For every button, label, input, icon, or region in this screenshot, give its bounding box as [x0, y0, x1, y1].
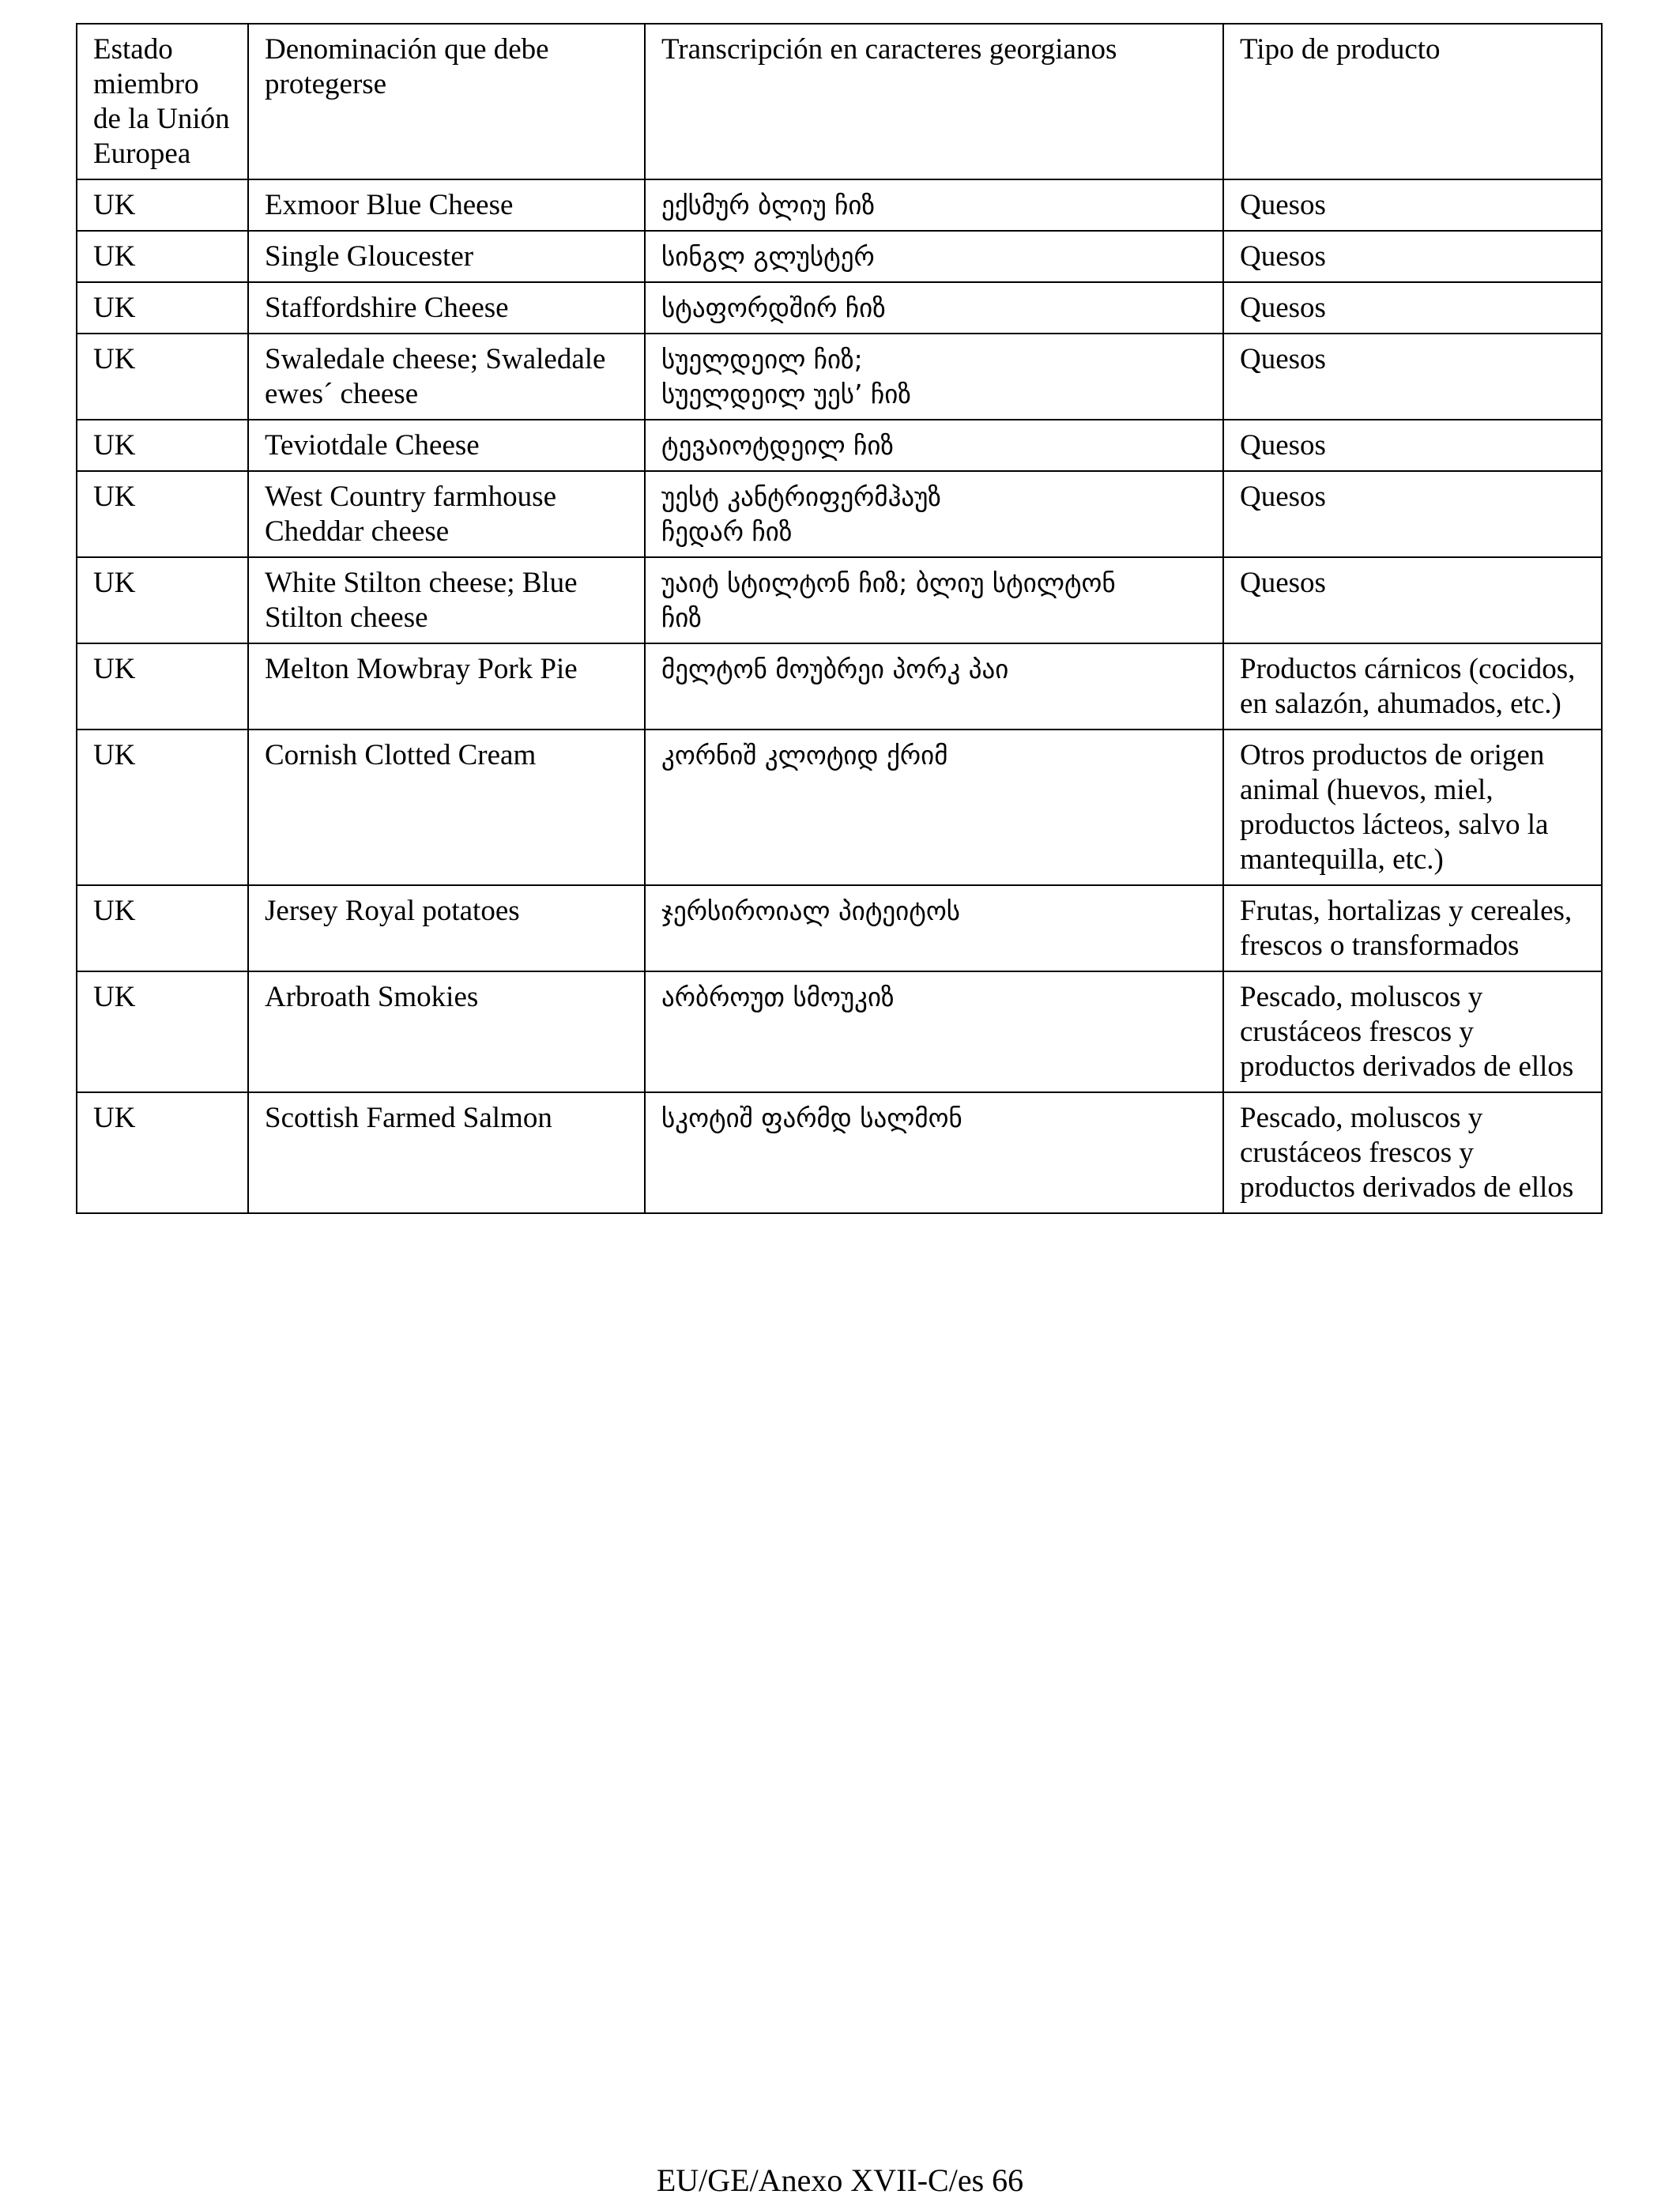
cell-product-type: Quesos — [1223, 282, 1602, 334]
gi-table — [76, 23, 1603, 1214]
cell-protected-name: Jersey Royal potatoes — [248, 885, 645, 971]
cell-protected-name: Scottish Farmed Salmon — [248, 1092, 645, 1213]
gi-table-body — [77, 24, 1602, 1213]
cell-georgian-transcription — [645, 282, 1223, 334]
georgian-line: ტევაიოტდეილ ჩიზ — [661, 430, 894, 461]
georgian-line: სტაფორდშირ ჩიზ — [661, 292, 886, 323]
cell-member-state: UK — [77, 643, 248, 730]
cell-protected-name: Melton Mowbray Pork Pie — [248, 643, 645, 730]
header-georgian-transcription: Transcripción en caracteres georgianos — [645, 24, 1223, 179]
table-row — [77, 885, 1602, 971]
cell-product-type: Otros productos de origen animal (huevos, miel, productos lácteos, salvo la mantequilla, etc.) — [1223, 730, 1602, 885]
cell-protected-name: West Country farmhouse Cheddar cheese — [248, 471, 645, 557]
georgian-line: სუელდეილ უეს’ ჩიზ — [661, 379, 911, 409]
cell-protected-name: White Stilton cheese; Blue Stilton cheese — [248, 557, 645, 643]
cell-protected-name: Arbroath Smokies — [248, 971, 645, 1092]
cell-member-state: UK — [77, 557, 248, 643]
cell-product-type: Quesos — [1223, 179, 1602, 231]
table-row — [77, 471, 1602, 557]
table-row — [77, 334, 1602, 420]
cell-member-state: UK — [77, 885, 248, 971]
table-row — [77, 730, 1602, 885]
cell-product-type: Pescado, moluscos y crustáceos frescos y productos derivados de ellos — [1223, 971, 1602, 1092]
table-row — [77, 282, 1602, 334]
cell-member-state: UK — [77, 231, 248, 282]
cell-georgian-transcription — [645, 179, 1223, 231]
georgian-line: სუელდეილ ჩიზ; — [661, 344, 863, 375]
georgian-line: არბროუთ სმოუკიზ — [661, 982, 895, 1012]
georgian-line: სკოტიშ ფარმდ სალმონ — [661, 1103, 962, 1133]
cell-georgian-transcription — [645, 730, 1223, 885]
georgian-line: მელტონ მოუბრეი პორკ პაი — [661, 654, 1009, 684]
cell-protected-name: Swaledale cheese; Swaledale ewes´ cheese — [248, 334, 645, 420]
cell-member-state: UK — [77, 420, 248, 471]
cell-protected-name: Teviotdale Cheese — [248, 420, 645, 471]
cell-member-state: UK — [77, 334, 248, 420]
cell-product-type: Frutas, hortalizas y cereales, frescos o transformados — [1223, 885, 1602, 971]
cell-protected-name: Cornish Clotted Cream — [248, 730, 645, 885]
table-header-row — [77, 24, 1602, 179]
table-row — [77, 1092, 1602, 1213]
cell-member-state: UK — [77, 471, 248, 557]
cell-georgian-transcription — [645, 334, 1223, 420]
cell-member-state: UK — [77, 179, 248, 231]
georgian-line: უესტ კანტრიფერმჰაუზ — [661, 481, 941, 512]
header-product-type: Tipo de producto — [1223, 24, 1602, 179]
cell-georgian-transcription — [645, 471, 1223, 557]
cell-product-type: Pescado, moluscos y crustáceos frescos y productos derivados de ellos — [1223, 1092, 1602, 1213]
cell-georgian-transcription — [645, 643, 1223, 730]
table-row — [77, 231, 1602, 282]
page-footer: EU/GE/Anexo XVII-C/es 66 — [656, 2162, 1024, 2198]
cell-product-type: Quesos — [1223, 334, 1602, 420]
cell-georgian-transcription — [645, 231, 1223, 282]
georgian-line: ჯერსიროიალ პიტეიტოს — [661, 895, 961, 926]
cell-product-type: Quesos — [1223, 557, 1602, 643]
cell-member-state: UK — [77, 971, 248, 1092]
cell-georgian-transcription — [645, 1092, 1223, 1213]
table-row — [77, 557, 1602, 643]
cell-protected-name: Single Gloucester — [248, 231, 645, 282]
header-member-state: Estado miembro de la Unión Europea — [77, 24, 248, 179]
cell-product-type: Quesos — [1223, 231, 1602, 282]
cell-georgian-transcription — [645, 885, 1223, 971]
georgian-line: ჩიზ — [661, 602, 702, 633]
georgian-line: კორნიშ კლოტიდ ქრიმ — [661, 740, 948, 771]
cell-georgian-transcription — [645, 557, 1223, 643]
cell-product-type: Quesos — [1223, 471, 1602, 557]
cell-georgian-transcription — [645, 971, 1223, 1092]
cell-member-state: UK — [77, 1092, 248, 1213]
table-row — [77, 179, 1602, 231]
cell-georgian-transcription — [645, 420, 1223, 471]
georgian-line: უაიტ სტილტონ ჩიზ; ბლიუ სტილტონ — [661, 567, 1116, 598]
georgian-line: ექსმურ ბლიუ ჩიზ — [661, 190, 876, 221]
cell-protected-name: Exmoor Blue Cheese — [248, 179, 645, 231]
cell-member-state: UK — [77, 282, 248, 334]
georgian-line: სინგლ გლუსტერ — [661, 241, 875, 272]
table-row — [77, 971, 1602, 1092]
header-protected-name: Denominación que debe protegerse — [248, 24, 645, 179]
table-row — [77, 420, 1602, 471]
cell-product-type: Productos cárnicos (cocidos, en salazón, ahumados, etc.) — [1223, 643, 1602, 730]
georgian-line: ჩედარ ჩიზ — [661, 516, 793, 547]
cell-product-type: Quesos — [1223, 420, 1602, 471]
cell-member-state: UK — [77, 730, 248, 885]
cell-protected-name: Staffordshire Cheese — [248, 282, 645, 334]
table-row — [77, 643, 1602, 730]
